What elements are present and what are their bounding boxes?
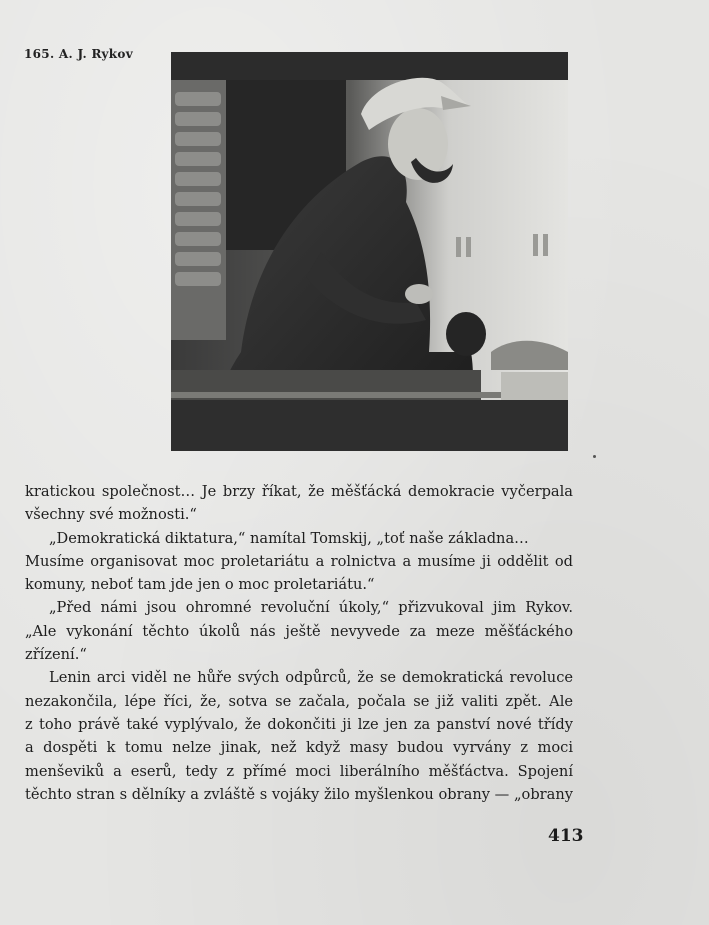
text-line: zřízení.“ (25, 646, 87, 664)
text-line: komuny, neboť tam jde jen o moc proletariátu.“ (25, 576, 375, 594)
text-line: nezakončila, lépe říci, že, sotva se začala, počala se již valiti zpět. Ale (25, 692, 573, 710)
page-number: 413 (548, 826, 584, 846)
photo-caption: 165. A. J. Rykov (24, 47, 133, 61)
text-line: kratickou společnost… Je brzy říkat, že měšťácká demokracie vyčerpala (25, 483, 573, 500)
text-line: „Ale vykonání těchto úkolů nás ještě nevyvede za meze měšťáckého (25, 622, 573, 640)
portrait-photo (171, 52, 568, 451)
body-text (25, 480, 573, 806)
portrait-photo-illustration (171, 52, 568, 451)
speck-mark (593, 455, 596, 458)
text-line: těchto stran s dělníky a zvláště s vojáky žilo myšlenkou obrany — „obrany (25, 785, 573, 803)
text-line: „Demokratická diktatura,“ namítal Tomskij, „toť naše základna… (49, 529, 529, 547)
text-line: a dospěti k tomu nelze jinak, než když masy budou vyrvány z moci (25, 739, 573, 757)
text-line: Musíme organisovat moc proletariátu a rolnictva a musíme ji oddělit od (25, 552, 573, 570)
text-line: menševiků a eserů, tedy z přímé moci liberálního měšťáctva. Spojení (25, 762, 573, 780)
text-line: z toho právě také vyplývalo, že dokončiti ji lze jen za panství nové třídy (25, 715, 573, 733)
text-line: všechny své možnosti.“ (25, 506, 197, 524)
text-line: „Před námi jsou ohromné revoluční úkoly,“ přizvukoval jim Rykov. (49, 599, 573, 617)
text-line: Lenin arci viděl ne hůře svých odpůrců, že se demokratická revoluce (49, 669, 573, 687)
